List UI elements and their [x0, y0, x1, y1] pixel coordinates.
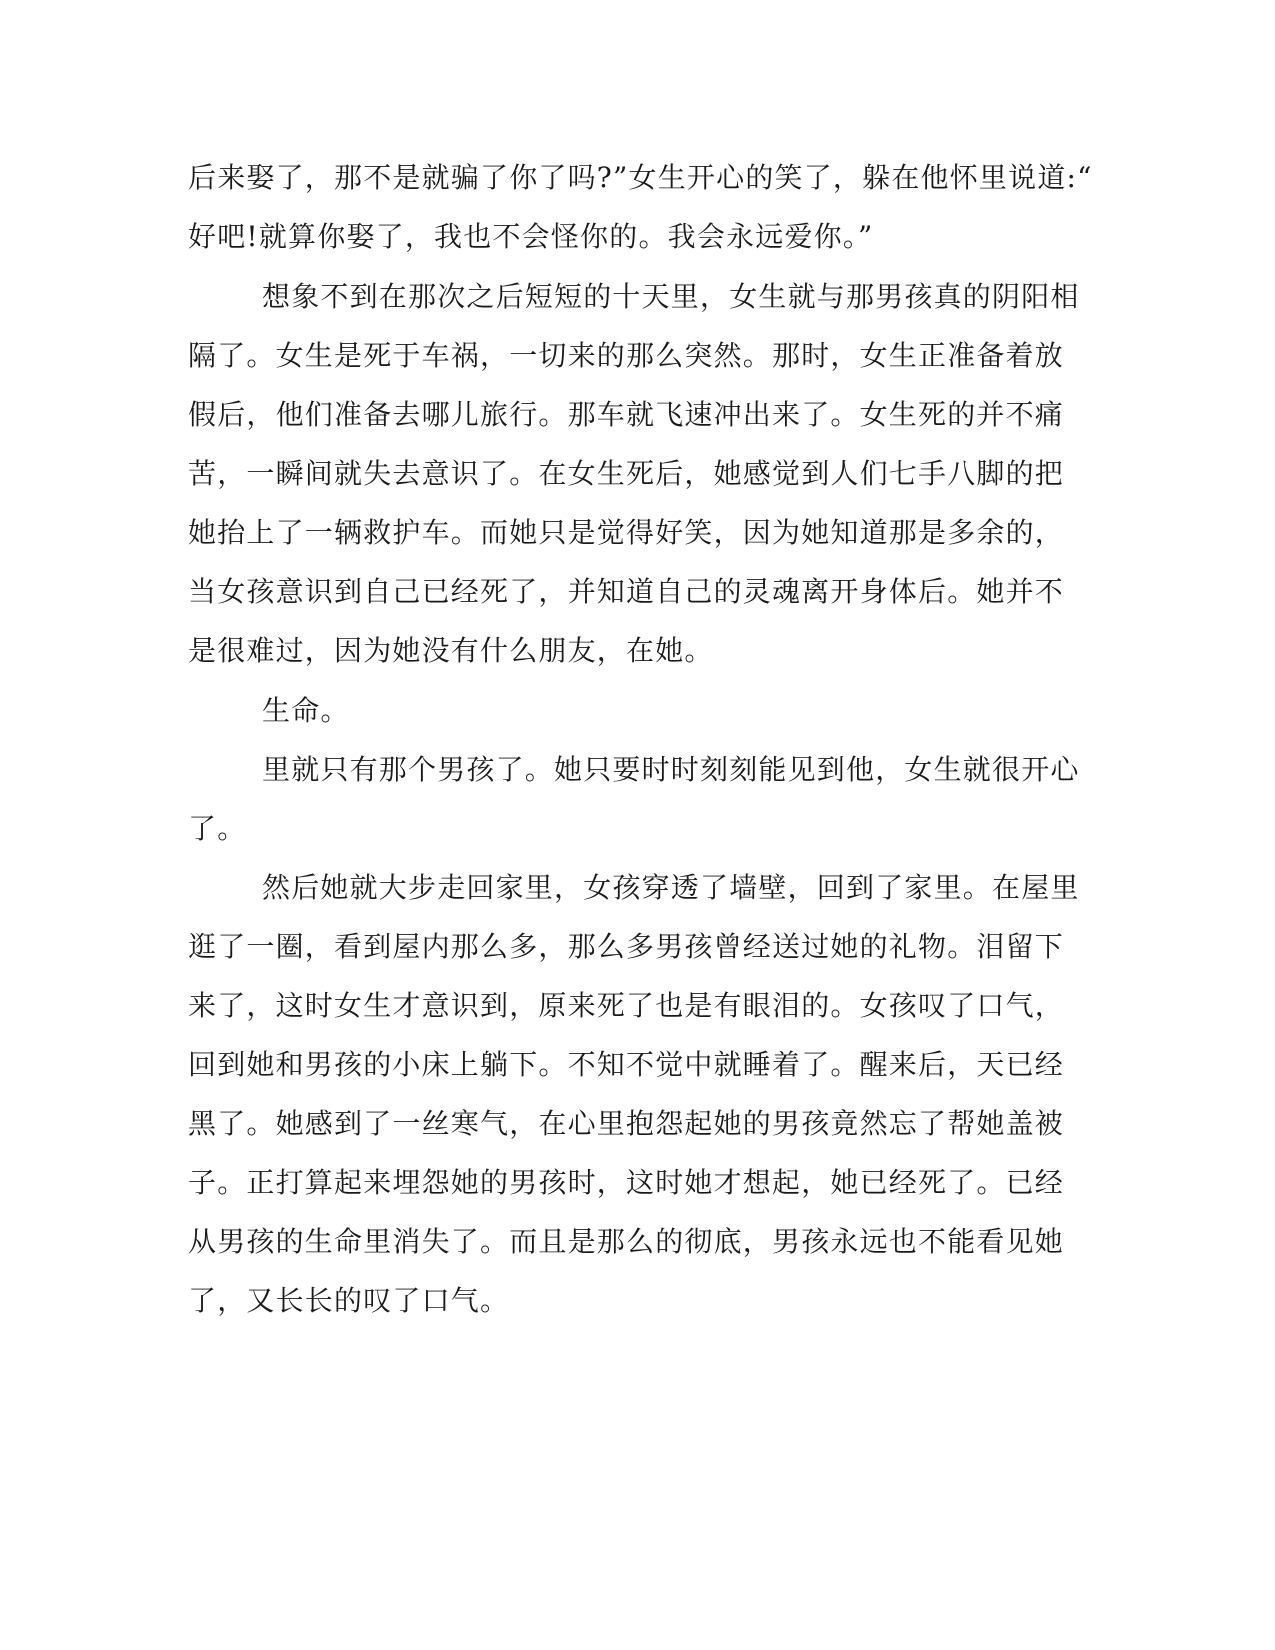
text-line: 是很难过，因为她没有什么朋友，在她。: [188, 634, 714, 667]
text-line: 来了，这时女生才意识到，原来死了也是有眼泪的。女孩叹了口气，: [188, 989, 1065, 1022]
text-line: 她抬上了一辆救护车。而她只是觉得好笑，因为她知道那是多余的，: [188, 516, 1065, 549]
text-line: 假后，他们准备去哪儿旅行。那车就飞速冲出来了。女生死的并不痛: [188, 398, 1065, 431]
text-line: 当女孩意识到自己已经死了，并知道自己的灵魂离开身体后。她并不: [188, 575, 1065, 608]
text-line: 后来娶了，那不是就骗了你了吗?”女生开心的笑了，躲在他怀里说道:“: [188, 161, 1093, 194]
text-line: 黑了。她感到了一丝寒气，在心里抱怨起她的男孩竟然忘了帮她盖被: [188, 1107, 1065, 1140]
paragraph-start-line: 生命。: [262, 694, 350, 727]
text-line: 从男孩的生命里消失了。而且是那么的彻底，男孩永远也不能看见她: [188, 1225, 1065, 1258]
text-line: 苦，一瞬间就失去意识了。在女生死后，她感觉到人们七手八脚的把: [188, 457, 1065, 490]
text-line: 好吧!就算你娶了，我也不会怪你的。我会永远爱你。”: [188, 220, 874, 253]
text-line: 了，又长长的叹了口气。: [188, 1284, 510, 1317]
text-line: 逛了一圈，看到屋内那么多，那么多男孩曾经送过她的礼物。泪留下: [188, 930, 1065, 963]
text-line: 回到她和男孩的小床上躺下。不知不觉中就睡着了。醒来后，天已经: [188, 1048, 1065, 1081]
text-line: 了。: [188, 812, 247, 845]
text-line: 隔了。女生是死于车祸，一切来的那么突然。那时，女生正准备着放: [188, 339, 1065, 372]
paragraph-start-line: 然后她就大步走回家里，女孩穿透了墙壁，回到了家里。在屋里: [262, 871, 1080, 904]
paragraph-start-line: 想象不到在那次之后短短的十天里，女生就与那男孩真的阴阳相: [262, 280, 1080, 313]
text-line: 子。正打算起来埋怨她的男孩时，这时她才想起，她已经死了。已经: [188, 1166, 1065, 1199]
paragraph-start-line: 里就只有那个男孩了。她只要时时刻刻能见到他，女生就很开心: [262, 753, 1080, 786]
